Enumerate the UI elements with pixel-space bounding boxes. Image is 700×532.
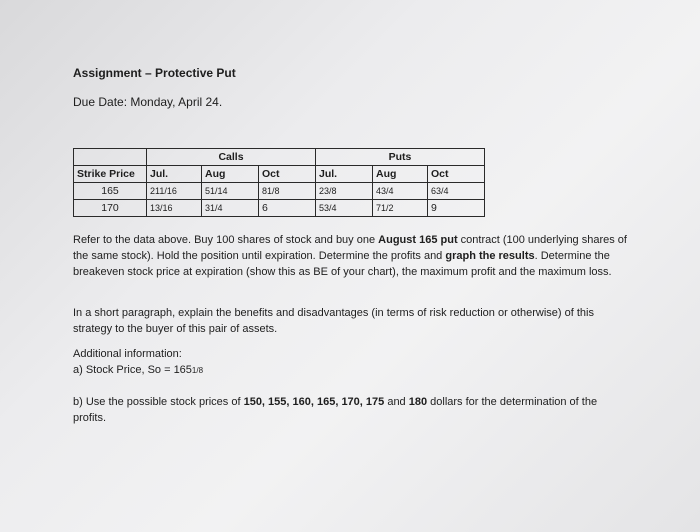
strike-cell: 170	[74, 200, 147, 217]
options-table	[73, 148, 485, 217]
header-calls-oct: Oct	[259, 166, 316, 183]
group-calls: Calls	[147, 149, 316, 166]
emphasis-graph: graph the results	[445, 250, 535, 262]
table-cell: 23/8	[316, 183, 373, 200]
table-cell: 63/4	[428, 183, 485, 200]
assignment-title: Assignment – Protective Put	[73, 66, 236, 80]
strike-cell: 165	[74, 183, 147, 200]
header-puts-jul: Jul.	[316, 166, 373, 183]
table-group-row	[74, 149, 485, 166]
table-cell: 9	[428, 200, 485, 217]
table-cell: 6	[259, 200, 316, 217]
header-calls-jul: Jul.	[147, 166, 202, 183]
table-row	[74, 183, 485, 200]
stock-price-fraction: 1/8	[191, 366, 204, 375]
possible-prices-paragraph: b) Use the possible stock prices of 150, 155, 160, 165, 170, 175 and 180 dollars for the determination of the profits.	[73, 396, 598, 424]
table-cell: 31/4	[202, 200, 259, 217]
additional-info-label: Additional information:	[73, 348, 182, 360]
table-header-row	[74, 166, 485, 183]
table-cell: 53/4	[316, 200, 373, 217]
table-row	[74, 200, 485, 217]
instructions-paragraph: Refer to the data above. Buy 100 shares of stock and buy one August 165 put contract (100 underlying shares of the same stock). Hold the position until expiration. Determine the profits and graph the results. Determine the breakeven stock price at expiration (show this as BE of your chart), the maximum profit and the maximum loss.	[73, 234, 627, 278]
table-cell: 71/2	[373, 200, 428, 217]
stock-price-line: a) Stock Price, So = 1651/8	[73, 364, 204, 376]
table-cell: 43/4	[373, 183, 428, 200]
table-cell: 13/16	[147, 200, 202, 217]
emphasis-last-price: 180	[408, 396, 428, 408]
table-cell: 51/14	[202, 183, 259, 200]
emphasis-august-put: August 165 put	[378, 234, 458, 246]
emphasis-prices: 150, 155, 160, 165, 170, 175	[243, 396, 385, 408]
header-puts-oct: Oct	[428, 166, 485, 183]
header-strike: Strike Price	[74, 166, 147, 183]
header-calls-aug: Aug	[202, 166, 259, 183]
table-cell: 81/8	[259, 183, 316, 200]
due-date: Due Date: Monday, April 24.	[73, 95, 223, 109]
explanation-paragraph: In a short paragraph, explain the benefits and disadvantages (in terms of risk reduction or otherwise) of this strategy to the buyer of this pair of assets.	[73, 307, 594, 335]
group-puts: Puts	[316, 149, 485, 166]
table-cell: 211/16	[147, 183, 202, 200]
header-puts-aug: Aug	[373, 166, 428, 183]
